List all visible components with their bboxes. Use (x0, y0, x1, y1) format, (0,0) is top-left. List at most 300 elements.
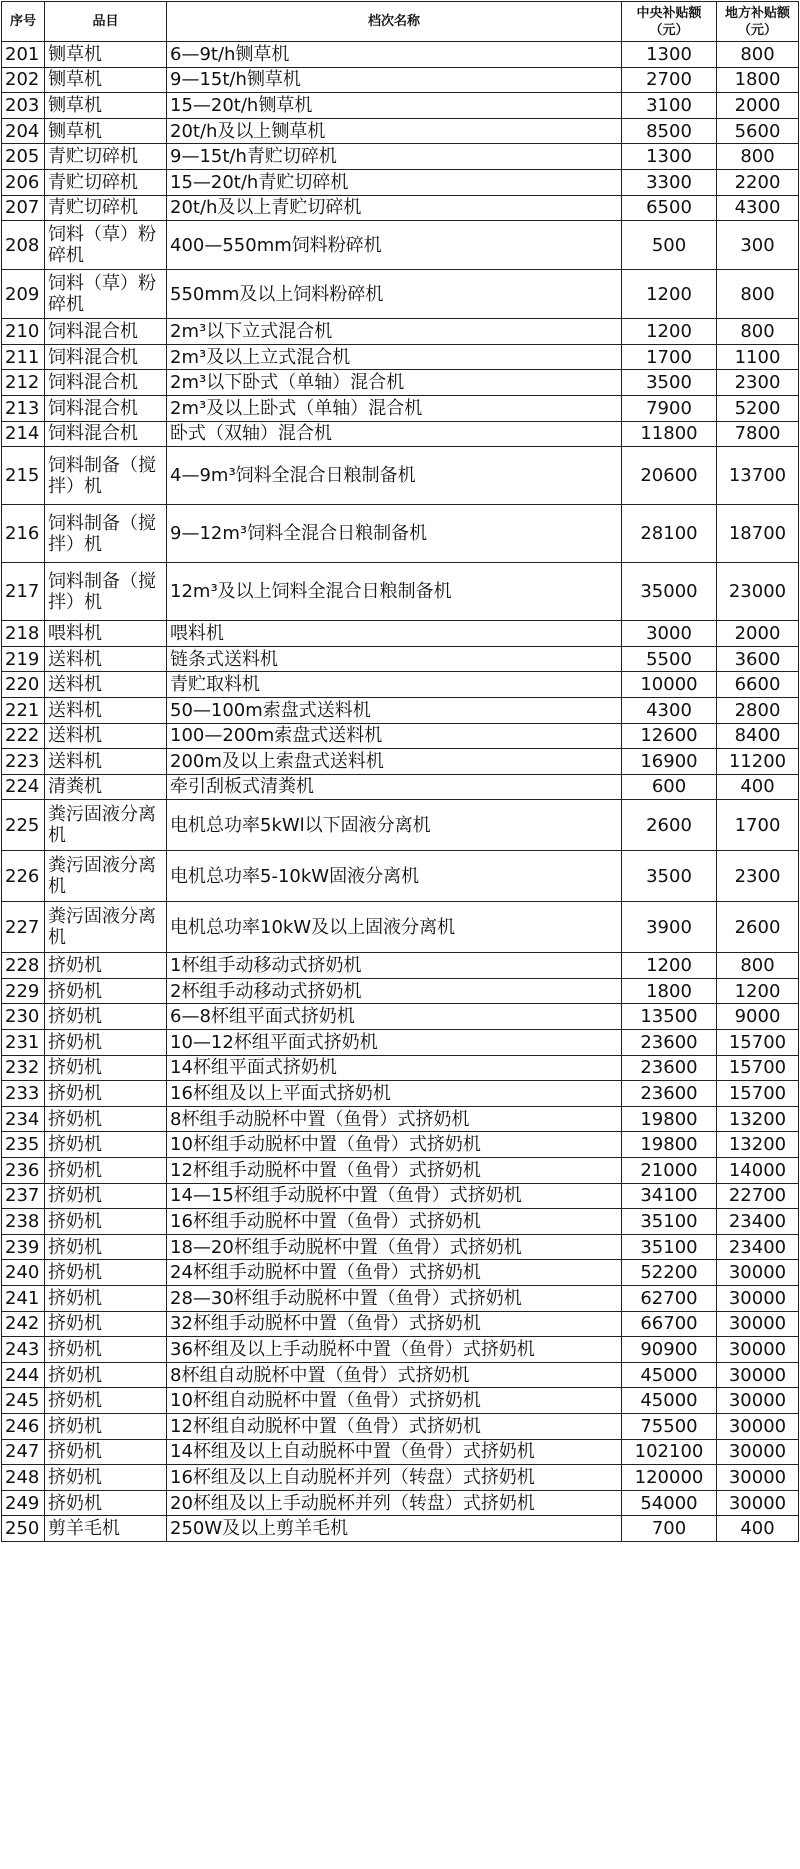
grade-name: 12杯组自动脱杯中置（鱼骨）式挤奶机 (167, 1413, 622, 1439)
table-row (2, 672, 799, 698)
local-subsidy: 400 (717, 1516, 799, 1542)
item-name: 挤奶机 (45, 953, 167, 979)
item-name: 铡草机 (45, 118, 167, 144)
grade-name: 2m³及以上立式混合机 (167, 344, 622, 370)
row-number: 214 (2, 421, 45, 447)
row-number: 233 (2, 1081, 45, 1107)
grade-name: 16杯组及以上平面式挤奶机 (167, 1081, 622, 1107)
table-row (2, 697, 799, 723)
row-number: 203 (2, 93, 45, 119)
item-name: 送料机 (45, 749, 167, 775)
table-row (2, 195, 799, 221)
local-subsidy: 5200 (717, 395, 799, 421)
central-subsidy: 3100 (622, 93, 717, 119)
item-name: 挤奶机 (45, 1030, 167, 1056)
local-subsidy: 1100 (717, 344, 799, 370)
table-row (2, 1439, 799, 1465)
grade-name: 卧式（双轴）混合机 (167, 421, 622, 447)
item-name: 饲料（草）粉碎机 (45, 270, 167, 319)
table-row (2, 1362, 799, 1388)
local-subsidy: 13200 (717, 1106, 799, 1132)
item-name: 饲料（草）粉碎机 (45, 221, 167, 270)
table-row (2, 1234, 799, 1260)
grade-name: 200m及以上索盘式送料机 (167, 749, 622, 775)
local-subsidy: 15700 (717, 1055, 799, 1081)
central-subsidy: 3500 (622, 370, 717, 396)
grade-name: 18—20杯组手动脱杯中置（鱼骨）式挤奶机 (167, 1234, 622, 1260)
local-subsidy: 30000 (717, 1465, 799, 1491)
grade-name: 链条式送料机 (167, 646, 622, 672)
item-name: 铡草机 (45, 93, 167, 119)
table-row (2, 1004, 799, 1030)
grade-name: 100—200m索盘式送料机 (167, 723, 622, 749)
table-row (2, 621, 799, 647)
grade-name: 电机总功率10kW及以上固液分离机 (167, 902, 622, 953)
grade-name: 6—8杯组平面式挤奶机 (167, 1004, 622, 1030)
item-name: 挤奶机 (45, 1337, 167, 1363)
local-subsidy: 800 (717, 42, 799, 68)
item-name: 挤奶机 (45, 1158, 167, 1184)
local-subsidy: 30000 (717, 1311, 799, 1337)
header-central-subsidy: 中央补贴额（元） (622, 2, 717, 42)
item-name: 挤奶机 (45, 1439, 167, 1465)
grade-name: 16杯组手动脱杯中置（鱼骨）式挤奶机 (167, 1209, 622, 1235)
central-subsidy: 1200 (622, 953, 717, 979)
item-name: 喂料机 (45, 621, 167, 647)
local-subsidy: 2600 (717, 902, 799, 953)
row-number: 207 (2, 195, 45, 221)
central-subsidy: 90900 (622, 1337, 717, 1363)
row-number: 231 (2, 1030, 45, 1056)
central-subsidy: 45000 (622, 1362, 717, 1388)
item-name: 饲料制备（搅拌）机 (45, 563, 167, 621)
grade-name: 28—30杯组手动脱杯中置（鱼骨）式挤奶机 (167, 1286, 622, 1312)
central-subsidy: 23600 (622, 1081, 717, 1107)
central-subsidy: 7900 (622, 395, 717, 421)
grade-name: 10杯组手动脱杯中置（鱼骨）式挤奶机 (167, 1132, 622, 1158)
table-row (2, 319, 799, 345)
item-name: 挤奶机 (45, 1106, 167, 1132)
row-number: 206 (2, 169, 45, 195)
table-row (2, 395, 799, 421)
central-subsidy: 34100 (622, 1183, 717, 1209)
grade-name: 牵引刮板式清粪机 (167, 774, 622, 800)
table-row (2, 1490, 799, 1516)
local-subsidy: 2000 (717, 93, 799, 119)
item-name: 铡草机 (45, 42, 167, 68)
grade-name: 6—9t/h铡草机 (167, 42, 622, 68)
local-subsidy: 30000 (717, 1439, 799, 1465)
table-row (2, 1260, 799, 1286)
row-number: 246 (2, 1413, 45, 1439)
item-name: 铡草机 (45, 67, 167, 93)
local-subsidy: 3600 (717, 646, 799, 672)
table-row (2, 1337, 799, 1363)
table-row (2, 953, 799, 979)
local-subsidy: 4300 (717, 195, 799, 221)
table-row (2, 1183, 799, 1209)
central-subsidy: 66700 (622, 1311, 717, 1337)
row-number: 216 (2, 505, 45, 563)
central-subsidy: 45000 (622, 1388, 717, 1414)
local-subsidy: 23400 (717, 1234, 799, 1260)
item-name: 挤奶机 (45, 1081, 167, 1107)
local-subsidy: 11200 (717, 749, 799, 775)
row-number: 208 (2, 221, 45, 270)
grade-name: 20杯组及以上手动脱杯并列（转盘）式挤奶机 (167, 1490, 622, 1516)
local-subsidy: 800 (717, 144, 799, 170)
grade-name: 9—15t/h青贮切碎机 (167, 144, 622, 170)
central-subsidy: 120000 (622, 1465, 717, 1491)
item-name: 挤奶机 (45, 1286, 167, 1312)
local-subsidy: 13200 (717, 1132, 799, 1158)
local-subsidy: 7800 (717, 421, 799, 447)
local-subsidy: 2800 (717, 697, 799, 723)
central-subsidy: 1300 (622, 144, 717, 170)
row-number: 241 (2, 1286, 45, 1312)
subsidy-table (1, 1, 799, 1542)
item-name: 饲料混合机 (45, 319, 167, 345)
central-subsidy: 11800 (622, 421, 717, 447)
central-subsidy: 3500 (622, 851, 717, 902)
grade-name: 电机总功率5-10kW固液分离机 (167, 851, 622, 902)
grade-name: 8杯组手动脱杯中置（鱼骨）式挤奶机 (167, 1106, 622, 1132)
row-number: 240 (2, 1260, 45, 1286)
central-subsidy: 1300 (622, 42, 717, 68)
local-subsidy: 6600 (717, 672, 799, 698)
row-number: 227 (2, 902, 45, 953)
local-subsidy: 30000 (717, 1388, 799, 1414)
central-subsidy: 4300 (622, 697, 717, 723)
grade-name: 400—550mm饲料粉碎机 (167, 221, 622, 270)
item-name: 挤奶机 (45, 1362, 167, 1388)
table-row (2, 169, 799, 195)
local-subsidy: 15700 (717, 1081, 799, 1107)
local-subsidy: 30000 (717, 1362, 799, 1388)
central-subsidy: 600 (622, 774, 717, 800)
table-row (2, 1388, 799, 1414)
item-name: 饲料制备（搅拌）机 (45, 447, 167, 505)
item-name: 粪污固液分离机 (45, 902, 167, 953)
row-number: 250 (2, 1516, 45, 1542)
grade-name: 4—9m³饲料全混合日粮制备机 (167, 447, 622, 505)
item-name: 挤奶机 (45, 1260, 167, 1286)
central-subsidy: 52200 (622, 1260, 717, 1286)
table-row (2, 800, 799, 851)
item-name: 剪羊毛机 (45, 1516, 167, 1542)
grade-name: 250W及以上剪羊毛机 (167, 1516, 622, 1542)
row-number: 248 (2, 1465, 45, 1491)
grade-name: 15—20t/h青贮切碎机 (167, 169, 622, 195)
central-subsidy: 35100 (622, 1209, 717, 1235)
row-number: 236 (2, 1158, 45, 1184)
row-number: 205 (2, 144, 45, 170)
local-subsidy: 30000 (717, 1286, 799, 1312)
local-subsidy: 400 (717, 774, 799, 800)
item-name: 挤奶机 (45, 1490, 167, 1516)
row-number: 219 (2, 646, 45, 672)
item-name: 饲料混合机 (45, 344, 167, 370)
grade-name: 15—20t/h铡草机 (167, 93, 622, 119)
local-subsidy: 1800 (717, 67, 799, 93)
central-subsidy: 2600 (622, 800, 717, 851)
local-subsidy: 2300 (717, 370, 799, 396)
table-row (2, 749, 799, 775)
central-subsidy: 13500 (622, 1004, 717, 1030)
row-number: 221 (2, 697, 45, 723)
local-subsidy: 15700 (717, 1030, 799, 1056)
item-name: 挤奶机 (45, 1055, 167, 1081)
local-subsidy: 800 (717, 319, 799, 345)
grade-name: 24杯组手动脱杯中置（鱼骨）式挤奶机 (167, 1260, 622, 1286)
grade-name: 32杯组手动脱杯中置（鱼骨）式挤奶机 (167, 1311, 622, 1337)
header-row (2, 2, 799, 42)
grade-name: 12杯组手动脱杯中置（鱼骨）式挤奶机 (167, 1158, 622, 1184)
local-subsidy: 22700 (717, 1183, 799, 1209)
header-no: 序号 (2, 2, 45, 42)
local-subsidy: 18700 (717, 505, 799, 563)
local-subsidy: 9000 (717, 1004, 799, 1030)
row-number: 217 (2, 563, 45, 621)
local-subsidy: 1700 (717, 800, 799, 851)
row-number: 234 (2, 1106, 45, 1132)
table-row (2, 447, 799, 505)
grade-name: 14杯组平面式挤奶机 (167, 1055, 622, 1081)
grade-name: 8杯组自动脱杯中置（鱼骨）式挤奶机 (167, 1362, 622, 1388)
central-subsidy: 35100 (622, 1234, 717, 1260)
central-subsidy: 8500 (622, 118, 717, 144)
row-number: 212 (2, 370, 45, 396)
item-name: 粪污固液分离机 (45, 800, 167, 851)
table-row (2, 1081, 799, 1107)
item-name: 送料机 (45, 697, 167, 723)
table-row (2, 1158, 799, 1184)
table-row (2, 270, 799, 319)
table-row (2, 646, 799, 672)
row-number: 210 (2, 319, 45, 345)
row-number: 244 (2, 1362, 45, 1388)
item-name: 挤奶机 (45, 1388, 167, 1414)
table-row (2, 67, 799, 93)
table-row (2, 1209, 799, 1235)
item-name: 挤奶机 (45, 1234, 167, 1260)
table-row (2, 42, 799, 68)
table-row (2, 1030, 799, 1056)
central-subsidy: 700 (622, 1516, 717, 1542)
central-subsidy: 10000 (622, 672, 717, 698)
row-number: 220 (2, 672, 45, 698)
item-name: 送料机 (45, 672, 167, 698)
table-row (2, 505, 799, 563)
row-number: 225 (2, 800, 45, 851)
central-subsidy: 1200 (622, 319, 717, 345)
local-subsidy: 13700 (717, 447, 799, 505)
row-number: 245 (2, 1388, 45, 1414)
row-number: 232 (2, 1055, 45, 1081)
central-subsidy: 62700 (622, 1286, 717, 1312)
table-body (2, 42, 799, 1542)
central-subsidy: 5500 (622, 646, 717, 672)
grade-name: 2m³以下立式混合机 (167, 319, 622, 345)
grade-name: 9—15t/h铡草机 (167, 67, 622, 93)
row-number: 226 (2, 851, 45, 902)
row-number: 242 (2, 1311, 45, 1337)
local-subsidy: 800 (717, 270, 799, 319)
row-number: 249 (2, 1490, 45, 1516)
central-subsidy: 19800 (622, 1132, 717, 1158)
row-number: 223 (2, 749, 45, 775)
local-subsidy: 14000 (717, 1158, 799, 1184)
central-subsidy: 16900 (622, 749, 717, 775)
item-name: 饲料制备（搅拌）机 (45, 505, 167, 563)
header-local-subsidy: 地方补贴额（元） (717, 2, 799, 42)
row-number: 201 (2, 42, 45, 68)
local-subsidy: 1200 (717, 978, 799, 1004)
row-number: 213 (2, 395, 45, 421)
central-subsidy: 54000 (622, 1490, 717, 1516)
local-subsidy: 30000 (717, 1413, 799, 1439)
central-subsidy: 3900 (622, 902, 717, 953)
table-row (2, 421, 799, 447)
central-subsidy: 28100 (622, 505, 717, 563)
local-subsidy: 30000 (717, 1337, 799, 1363)
row-number: 230 (2, 1004, 45, 1030)
central-subsidy: 23600 (622, 1030, 717, 1056)
grade-name: 12m³及以上饲料全混合日粮制备机 (167, 563, 622, 621)
table-row (2, 723, 799, 749)
grade-name: 20t/h及以上铡草机 (167, 118, 622, 144)
row-number: 229 (2, 978, 45, 1004)
item-name: 青贮切碎机 (45, 169, 167, 195)
grade-name: 2杯组手动移动式挤奶机 (167, 978, 622, 1004)
item-name: 送料机 (45, 646, 167, 672)
central-subsidy: 20600 (622, 447, 717, 505)
local-subsidy: 2300 (717, 851, 799, 902)
central-subsidy: 23600 (622, 1055, 717, 1081)
grade-name: 2m³以下卧式（单轴）混合机 (167, 370, 622, 396)
item-name: 青贮切碎机 (45, 144, 167, 170)
table-row (2, 978, 799, 1004)
row-number: 228 (2, 953, 45, 979)
table-row (2, 1106, 799, 1132)
local-subsidy: 30000 (717, 1490, 799, 1516)
item-name: 清粪机 (45, 774, 167, 800)
grade-name: 10杯组自动脱杯中置（鱼骨）式挤奶机 (167, 1388, 622, 1414)
item-name: 青贮切碎机 (45, 195, 167, 221)
table-row (2, 1465, 799, 1491)
central-subsidy: 1200 (622, 270, 717, 319)
central-subsidy: 2700 (622, 67, 717, 93)
table-row (2, 370, 799, 396)
central-subsidy: 21000 (622, 1158, 717, 1184)
central-subsidy: 35000 (622, 563, 717, 621)
local-subsidy: 800 (717, 953, 799, 979)
grade-name: 青贮取料机 (167, 672, 622, 698)
local-subsidy: 2000 (717, 621, 799, 647)
table-row (2, 774, 799, 800)
item-name: 挤奶机 (45, 1311, 167, 1337)
grade-name: 550mm及以上饲料粉碎机 (167, 270, 622, 319)
table-row (2, 1132, 799, 1158)
table-row (2, 1055, 799, 1081)
row-number: 238 (2, 1209, 45, 1235)
local-subsidy: 5600 (717, 118, 799, 144)
grade-name: 14杯组及以上自动脱杯中置（鱼骨）式挤奶机 (167, 1439, 622, 1465)
item-name: 饲料混合机 (45, 421, 167, 447)
item-name: 挤奶机 (45, 978, 167, 1004)
row-number: 215 (2, 447, 45, 505)
central-subsidy: 6500 (622, 195, 717, 221)
table-row (2, 1286, 799, 1312)
item-name: 粪污固液分离机 (45, 851, 167, 902)
row-number: 247 (2, 1439, 45, 1465)
table-row (2, 1311, 799, 1337)
grade-name: 20t/h及以上青贮切碎机 (167, 195, 622, 221)
local-subsidy: 30000 (717, 1260, 799, 1286)
item-name: 挤奶机 (45, 1004, 167, 1030)
table-row (2, 93, 799, 119)
row-number: 204 (2, 118, 45, 144)
central-subsidy: 3000 (622, 621, 717, 647)
local-subsidy: 8400 (717, 723, 799, 749)
grade-name: 1杯组手动移动式挤奶机 (167, 953, 622, 979)
table-row (2, 221, 799, 270)
item-name: 饲料混合机 (45, 370, 167, 396)
local-subsidy: 300 (717, 221, 799, 270)
row-number: 239 (2, 1234, 45, 1260)
grade-name: 10—12杯组平面式挤奶机 (167, 1030, 622, 1056)
header-item: 品目 (45, 2, 167, 42)
item-name: 挤奶机 (45, 1465, 167, 1491)
grade-name: 36杯组及以上手动脱杯中置（鱼骨）式挤奶机 (167, 1337, 622, 1363)
row-number: 235 (2, 1132, 45, 1158)
grade-name: 9—12m³饲料全混合日粮制备机 (167, 505, 622, 563)
row-number: 222 (2, 723, 45, 749)
row-number: 224 (2, 774, 45, 800)
table-row (2, 344, 799, 370)
local-subsidy: 2200 (717, 169, 799, 195)
grade-name: 喂料机 (167, 621, 622, 647)
row-number: 209 (2, 270, 45, 319)
grade-name: 2m³及以上卧式（单轴）混合机 (167, 395, 622, 421)
table-row (2, 118, 799, 144)
central-subsidy: 19800 (622, 1106, 717, 1132)
header-grade: 档次名称 (167, 2, 622, 42)
central-subsidy: 3300 (622, 169, 717, 195)
central-subsidy: 1700 (622, 344, 717, 370)
table-row (2, 1413, 799, 1439)
grade-name: 16杯组及以上自动脱杯并列（转盘）式挤奶机 (167, 1465, 622, 1491)
table-row (2, 144, 799, 170)
item-name: 挤奶机 (45, 1132, 167, 1158)
row-number: 218 (2, 621, 45, 647)
local-subsidy: 23400 (717, 1209, 799, 1235)
item-name: 挤奶机 (45, 1183, 167, 1209)
row-number: 211 (2, 344, 45, 370)
table-row (2, 563, 799, 621)
local-subsidy: 23000 (717, 563, 799, 621)
table-row (2, 1516, 799, 1542)
row-number: 202 (2, 67, 45, 93)
table-row (2, 851, 799, 902)
central-subsidy: 1800 (622, 978, 717, 1004)
item-name: 饲料混合机 (45, 395, 167, 421)
central-subsidy: 12600 (622, 723, 717, 749)
item-name: 送料机 (45, 723, 167, 749)
central-subsidy: 500 (622, 221, 717, 270)
central-subsidy: 75500 (622, 1413, 717, 1439)
row-number: 237 (2, 1183, 45, 1209)
